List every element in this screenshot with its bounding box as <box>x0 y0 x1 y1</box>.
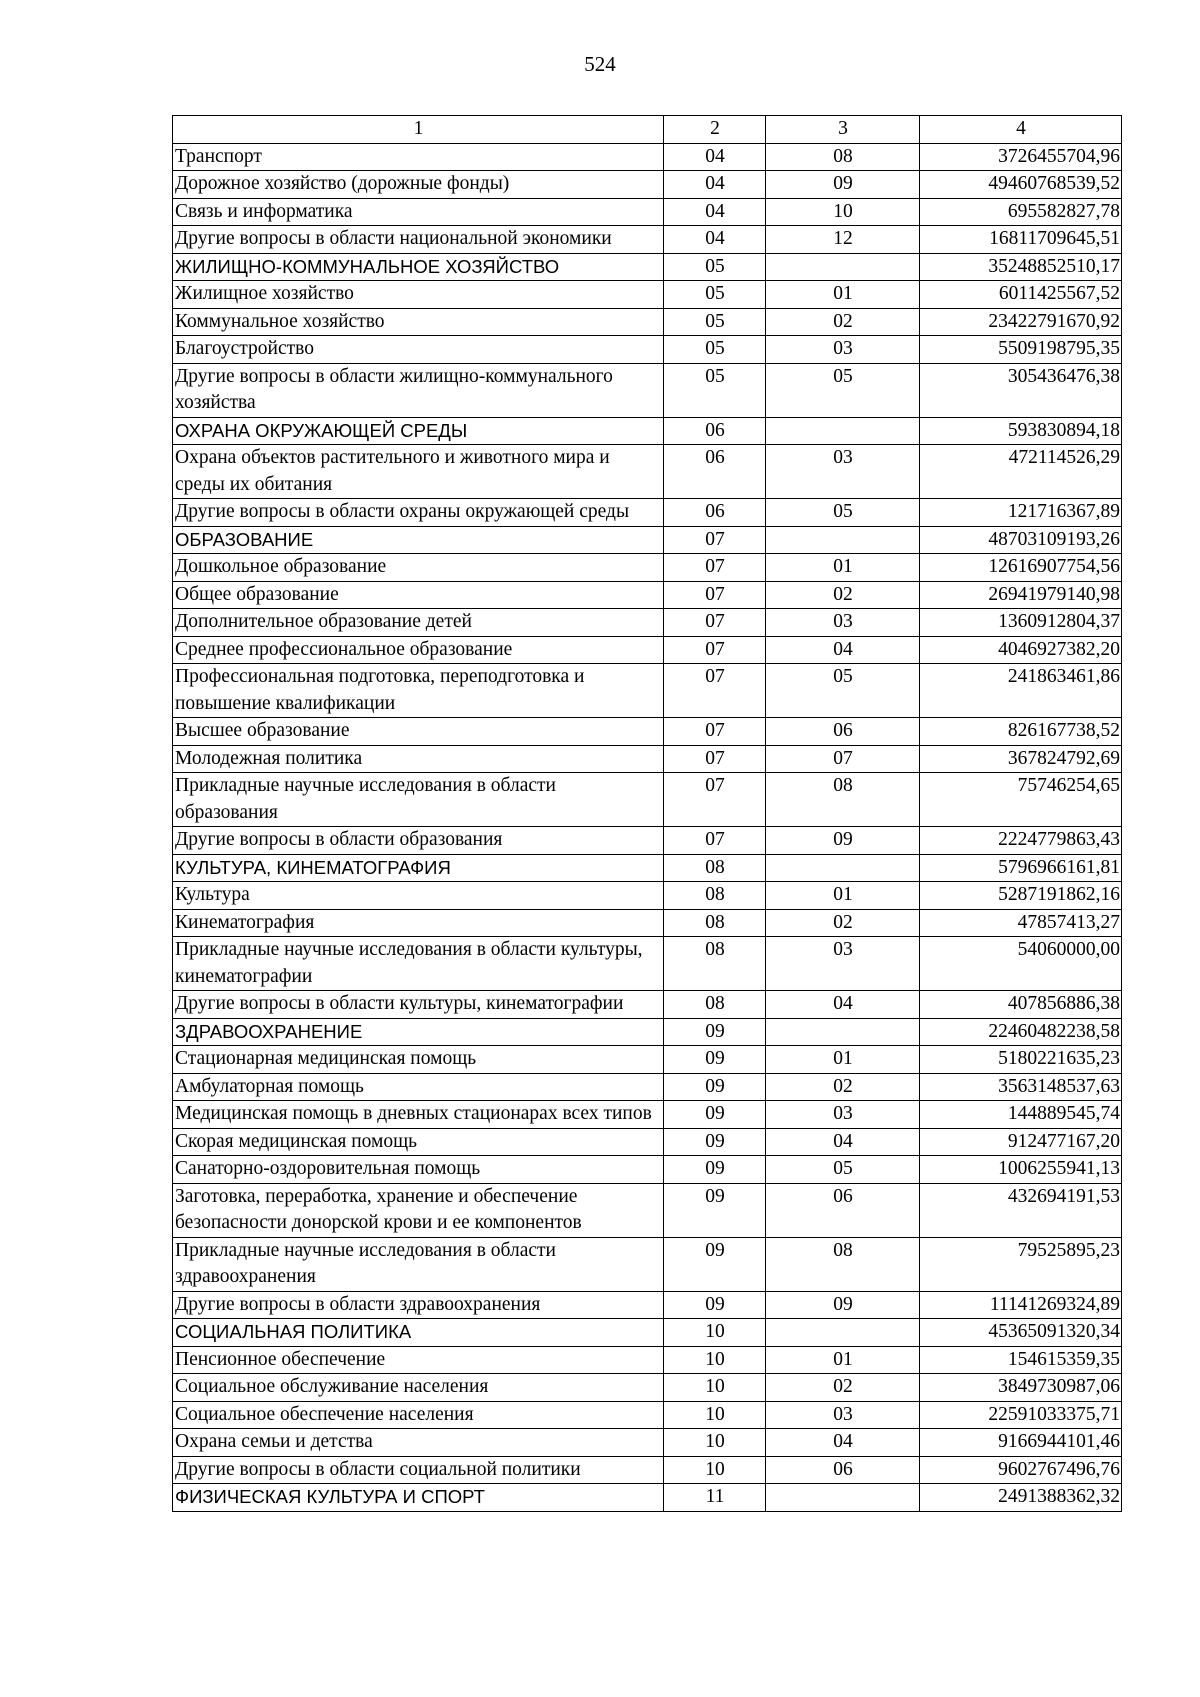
row-name: Молодежная политика <box>173 745 664 773</box>
row-subsection-code: 05 <box>766 1156 920 1184</box>
row-section-code: 08 <box>664 854 766 882</box>
row-name: Санаторно-оздоровительная помощь <box>173 1156 664 1184</box>
row-amount: 12616907754,56 <box>920 554 1122 582</box>
row-amount: 26941979140,98 <box>920 581 1122 609</box>
section-row <box>173 1018 1122 1046</box>
row-amount: 593830894,18 <box>920 417 1122 445</box>
row-section-code: 05 <box>664 308 766 336</box>
section-row <box>173 854 1122 882</box>
row-amount: 121716367,89 <box>920 499 1122 527</box>
row-section-code: 07 <box>664 609 766 637</box>
row-section-code: 09 <box>664 1237 766 1291</box>
row-section-code: 04 <box>664 198 766 226</box>
table-row <box>173 445 1122 499</box>
row-amount: 5287191862,16 <box>920 882 1122 910</box>
row-name: Среднее профессиональное образование <box>173 636 664 664</box>
row-subsection-code: 02 <box>766 1073 920 1101</box>
row-section-code: 05 <box>664 363 766 417</box>
table-row <box>173 1183 1122 1237</box>
row-amount: 3849730987,06 <box>920 1374 1122 1402</box>
table-row <box>173 1291 1122 1319</box>
row-name: Другие вопросы в области здравоохранения <box>173 1291 664 1319</box>
row-subsection-code: 04 <box>766 991 920 1019</box>
row-name: Благоустройство <box>173 336 664 364</box>
row-subsection-code: 03 <box>766 1101 920 1129</box>
row-subsection-code: 09 <box>766 827 920 855</box>
table-row <box>173 827 1122 855</box>
row-section-code: 09 <box>664 1183 766 1237</box>
row-section-code: 10 <box>664 1429 766 1457</box>
table-row <box>173 1429 1122 1457</box>
table-row <box>173 991 1122 1019</box>
row-name: Другие вопросы в области культуры, кинематографии <box>173 991 664 1019</box>
row-subsection-code: 02 <box>766 308 920 336</box>
row-section-code: 08 <box>664 882 766 910</box>
row-section-code: 08 <box>664 909 766 937</box>
row-subsection-code: 05 <box>766 363 920 417</box>
column-header-1: 1 <box>173 116 664 144</box>
page-number: 524 <box>584 52 616 76</box>
row-amount: 2491388362,32 <box>920 1484 1122 1512</box>
budget-table-body <box>173 116 1122 1512</box>
row-name: Прикладные научные исследования в области культуры, кинематографии <box>173 937 664 991</box>
row-section-code: 09 <box>664 1073 766 1101</box>
row-name: Скорая медицинская помощь <box>173 1128 664 1156</box>
row-subsection-code: 03 <box>766 609 920 637</box>
table-row <box>173 1346 1122 1374</box>
row-amount: 23422791670,92 <box>920 308 1122 336</box>
table-row <box>173 499 1122 527</box>
row-section-code: 09 <box>664 1128 766 1156</box>
row-amount: 144889545,74 <box>920 1101 1122 1129</box>
row-name: Медицинская помощь в дневных стационарах всех типов <box>173 1101 664 1129</box>
row-amount: 11141269324,89 <box>920 1291 1122 1319</box>
row-amount: 9602767496,76 <box>920 1456 1122 1484</box>
row-amount: 4046927382,20 <box>920 636 1122 664</box>
table-header-row <box>173 116 1122 144</box>
table-row <box>173 1237 1122 1291</box>
table-row <box>173 363 1122 417</box>
row-amount: 472114526,29 <box>920 445 1122 499</box>
row-name: КУЛЬТУРА, КИНЕМАТОГРАФИЯ <box>173 854 664 882</box>
row-name: Коммунальное хозяйство <box>173 308 664 336</box>
row-name: Связь и информатика <box>173 198 664 226</box>
row-name: Дополнительное образование детей <box>173 609 664 637</box>
row-amount: 695582827,78 <box>920 198 1122 226</box>
table-row <box>173 1401 1122 1429</box>
row-subsection-code: 01 <box>766 281 920 309</box>
row-section-code: 10 <box>664 1346 766 1374</box>
row-amount: 1006255941,13 <box>920 1156 1122 1184</box>
column-header-3: 3 <box>766 116 920 144</box>
row-name: ЗДРАВООХРАНЕНИЕ <box>173 1018 664 1046</box>
row-amount: 9166944101,46 <box>920 1429 1122 1457</box>
row-name: Кинематография <box>173 909 664 937</box>
section-row <box>173 417 1122 445</box>
row-section-code: 07 <box>664 636 766 664</box>
row-name: Амбулаторная помощь <box>173 1073 664 1101</box>
column-header-2: 2 <box>664 116 766 144</box>
row-amount: 16811709645,51 <box>920 226 1122 254</box>
row-section-code: 05 <box>664 281 766 309</box>
row-name: Другие вопросы в области жилищно-коммунального хозяйства <box>173 363 664 417</box>
table-row <box>173 664 1122 718</box>
row-amount: 22460482238,58 <box>920 1018 1122 1046</box>
row-subsection-code <box>766 1484 920 1512</box>
row-name: ОХРАНА ОКРУЖАЮЩЕЙ СРЕДЫ <box>173 417 664 445</box>
row-section-code: 07 <box>664 718 766 746</box>
row-subsection-code: 02 <box>766 581 920 609</box>
row-name: СОЦИАЛЬНАЯ ПОЛИТИКА <box>173 1319 664 1347</box>
row-subsection-code: 08 <box>766 143 920 171</box>
row-amount: 54060000,00 <box>920 937 1122 991</box>
row-subsection-code: 03 <box>766 445 920 499</box>
row-subsection-code <box>766 526 920 554</box>
table-row <box>173 1156 1122 1184</box>
row-section-code: 05 <box>664 253 766 281</box>
row-amount: 407856886,38 <box>920 991 1122 1019</box>
table-row <box>173 143 1122 171</box>
row-section-code: 07 <box>664 745 766 773</box>
row-subsection-code: 03 <box>766 937 920 991</box>
row-section-code: 07 <box>664 827 766 855</box>
row-subsection-code: 08 <box>766 773 920 827</box>
table-row <box>173 937 1122 991</box>
row-amount: 912477167,20 <box>920 1128 1122 1156</box>
row-subsection-code: 02 <box>766 1374 920 1402</box>
row-name: Профессиональная подготовка, переподготовка и повышение квалификации <box>173 664 664 718</box>
row-subsection-code: 01 <box>766 1046 920 1074</box>
row-name: Дошкольное образование <box>173 554 664 582</box>
row-name: ОБРАЗОВАНИЕ <box>173 526 664 554</box>
row-name: Стационарная медицинская помощь <box>173 1046 664 1074</box>
row-name: Прикладные научные исследования в области образования <box>173 773 664 827</box>
row-subsection-code: 05 <box>766 499 920 527</box>
row-section-code: 06 <box>664 499 766 527</box>
row-name: Высшее образование <box>173 718 664 746</box>
row-subsection-code: 03 <box>766 336 920 364</box>
row-amount: 154615359,35 <box>920 1346 1122 1374</box>
row-name: Транспорт <box>173 143 664 171</box>
row-subsection-code: 01 <box>766 554 920 582</box>
section-row <box>173 526 1122 554</box>
row-section-code: 10 <box>664 1401 766 1429</box>
row-subsection-code: 07 <box>766 745 920 773</box>
row-name: Другие вопросы в области социальной политики <box>173 1456 664 1484</box>
row-amount: 47857413,27 <box>920 909 1122 937</box>
table-row <box>173 198 1122 226</box>
row-amount: 241863461,86 <box>920 664 1122 718</box>
row-subsection-code: 09 <box>766 171 920 199</box>
row-section-code: 05 <box>664 336 766 364</box>
row-name: Охрана семьи и детства <box>173 1429 664 1457</box>
row-name: Охрана объектов растительного и животного мира и среды их обитания <box>173 445 664 499</box>
row-amount: 3726455704,96 <box>920 143 1122 171</box>
row-name: Культура <box>173 882 664 910</box>
table-row <box>173 1374 1122 1402</box>
row-section-code: 10 <box>664 1374 766 1402</box>
row-subsection-code: 04 <box>766 636 920 664</box>
row-amount: 1360912804,37 <box>920 609 1122 637</box>
row-amount: 5180221635,23 <box>920 1046 1122 1074</box>
row-section-code: 10 <box>664 1456 766 1484</box>
row-subsection-code: 04 <box>766 1128 920 1156</box>
row-section-code: 07 <box>664 581 766 609</box>
table-row <box>173 308 1122 336</box>
row-section-code: 04 <box>664 171 766 199</box>
row-section-code: 04 <box>664 226 766 254</box>
row-amount: 3563148537,63 <box>920 1073 1122 1101</box>
row-section-code: 07 <box>664 664 766 718</box>
row-subsection-code: 01 <box>766 882 920 910</box>
row-amount: 45365091320,34 <box>920 1319 1122 1347</box>
row-amount: 5509198795,35 <box>920 336 1122 364</box>
row-amount: 6011425567,52 <box>920 281 1122 309</box>
section-row <box>173 1484 1122 1512</box>
row-subsection-code <box>766 417 920 445</box>
table-row <box>173 336 1122 364</box>
section-row <box>173 1319 1122 1347</box>
row-name: Общее образование <box>173 581 664 609</box>
row-amount: 35248852510,17 <box>920 253 1122 281</box>
row-section-code: 09 <box>664 1101 766 1129</box>
row-section-code: 04 <box>664 143 766 171</box>
row-subsection-code: 05 <box>766 664 920 718</box>
row-section-code: 07 <box>664 554 766 582</box>
table-row <box>173 609 1122 637</box>
table-row <box>173 581 1122 609</box>
row-section-code: 09 <box>664 1291 766 1319</box>
row-name: Прикладные научные исследования в области здравоохранения <box>173 1237 664 1291</box>
table-row <box>173 909 1122 937</box>
table-row <box>173 1456 1122 1484</box>
table-row <box>173 745 1122 773</box>
row-subsection-code: 09 <box>766 1291 920 1319</box>
row-section-code: 09 <box>664 1046 766 1074</box>
row-subsection-code: 03 <box>766 1401 920 1429</box>
row-amount: 75746254,65 <box>920 773 1122 827</box>
row-name: Социальное обслуживание населения <box>173 1374 664 1402</box>
row-name: Другие вопросы в области национальной экономики <box>173 226 664 254</box>
row-section-code: 07 <box>664 773 766 827</box>
table-row <box>173 1073 1122 1101</box>
row-name: ФИЗИЧЕСКАЯ КУЛЬТУРА И СПОРТ <box>173 1484 664 1512</box>
row-name: Социальное обеспечение населения <box>173 1401 664 1429</box>
row-amount: 79525895,23 <box>920 1237 1122 1291</box>
row-amount: 48703109193,26 <box>920 526 1122 554</box>
table-row <box>173 773 1122 827</box>
row-subsection-code <box>766 253 920 281</box>
table-row <box>173 281 1122 309</box>
row-subsection-code <box>766 854 920 882</box>
row-amount: 5796966161,81 <box>920 854 1122 882</box>
row-subsection-code: 06 <box>766 718 920 746</box>
row-name: Жилищное хозяйство <box>173 281 664 309</box>
budget-table <box>172 115 1122 1512</box>
table-row <box>173 636 1122 664</box>
column-header-4: 4 <box>920 116 1122 144</box>
table-row <box>173 1101 1122 1129</box>
row-name: Дорожное хозяйство (дорожные фонды) <box>173 171 664 199</box>
row-subsection-code: 10 <box>766 198 920 226</box>
table-row <box>173 1046 1122 1074</box>
row-amount: 826167738,52 <box>920 718 1122 746</box>
table-row <box>173 226 1122 254</box>
row-amount: 49460768539,52 <box>920 171 1122 199</box>
table-row <box>173 554 1122 582</box>
row-subsection-code: 12 <box>766 226 920 254</box>
row-name: Другие вопросы в области охраны окружающей среды <box>173 499 664 527</box>
row-subsection-code: 01 <box>766 1346 920 1374</box>
row-section-code: 08 <box>664 991 766 1019</box>
row-name: Заготовка, переработка, хранение и обеспечение безопасности донорской крови и ее компонентов <box>173 1183 664 1237</box>
row-amount: 2224779863,43 <box>920 827 1122 855</box>
row-name: ЖИЛИЩНО-КОММУНАЛЬНОЕ ХОЗЯЙСТВО <box>173 253 664 281</box>
table-row <box>173 718 1122 746</box>
row-section-code: 07 <box>664 526 766 554</box>
row-subsection-code <box>766 1319 920 1347</box>
row-section-code: 10 <box>664 1319 766 1347</box>
row-name: Пенсионное обеспечение <box>173 1346 664 1374</box>
row-section-code: 06 <box>664 417 766 445</box>
table-row <box>173 882 1122 910</box>
row-subsection-code: 02 <box>766 909 920 937</box>
row-section-code: 09 <box>664 1156 766 1184</box>
table-row <box>173 1128 1122 1156</box>
row-amount: 432694191,53 <box>920 1183 1122 1237</box>
row-section-code: 06 <box>664 445 766 499</box>
row-section-code: 08 <box>664 937 766 991</box>
row-amount: 367824792,69 <box>920 745 1122 773</box>
row-subsection-code <box>766 1018 920 1046</box>
section-row <box>173 253 1122 281</box>
row-subsection-code: 04 <box>766 1429 920 1457</box>
table-row <box>173 171 1122 199</box>
row-amount: 305436476,38 <box>920 363 1122 417</box>
row-subsection-code: 06 <box>766 1456 920 1484</box>
row-amount: 22591033375,71 <box>920 1401 1122 1429</box>
row-name: Другие вопросы в области образования <box>173 827 664 855</box>
row-subsection-code: 08 <box>766 1237 920 1291</box>
row-subsection-code: 06 <box>766 1183 920 1237</box>
row-section-code: 09 <box>664 1018 766 1046</box>
row-section-code: 11 <box>664 1484 766 1512</box>
